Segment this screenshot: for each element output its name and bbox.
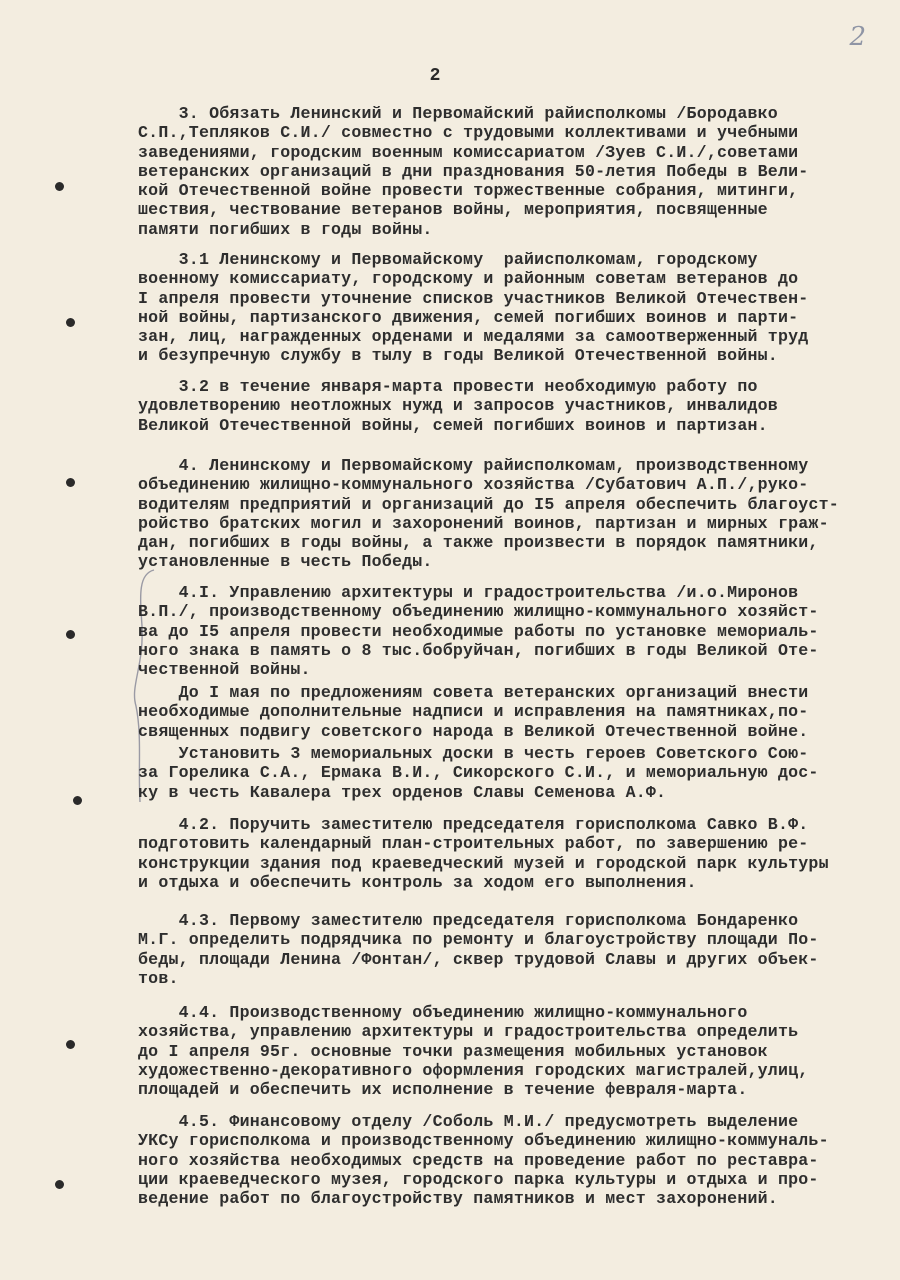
paragraph-4-3: 4.3. Первому заместителю председателя горисполкома Бондаренко М.Г. определить подрядчика по ремонту и благоустройству площади По- беды, площади Ленина /Фонтан/, сквер трудовой Славы и других объек- тов. xyxy=(138,911,819,988)
binder-hole xyxy=(73,796,82,805)
paragraph-4-1-c: Установить 3 мемориальных доски в честь героев Советского Сою- за Горелика С.А., Ермака В.И., Сикорского С.И., и мемориальную дос- ку в честь Кавалера трех орденов Славы Семенова А.Ф. xyxy=(138,744,819,802)
binder-hole xyxy=(66,478,75,487)
binder-hole xyxy=(66,630,75,639)
binder-hole xyxy=(66,1040,75,1049)
binder-hole xyxy=(55,1180,64,1189)
paragraph-3-2: 3.2 в течение января-марта провести необходимую работу по удовлетворению неотложных нужд и запросов участников, инвалидов Великой Отечественной войны, семей погибших воинов и партизан. xyxy=(138,377,778,435)
handwritten-page-number: 2 xyxy=(849,22,866,52)
paragraph-4-4: 4.4. Производственному объединению жилищно-коммунального хозяйства, управлению архитектуры и градостроительства определить до I апреля 95г. основные точки размещения мобильных установок художественно-декоративного оформления городских магистралей,улиц, площадей и обеспечить их исполнение в течение февраля-марта. xyxy=(138,1003,809,1100)
paragraph-4-1: 4.I. Управлению архитектуры и градостроительства /и.о.Миронов В.П./, производственному объединению жилищно-коммунального хозяйст- ва до I5 апреля провести необходимые работы по установке мемориаль- ного знака в память о 8 тыс.бобруйчан, погибших в годы Великой Оте- чественной войны. xyxy=(138,583,819,680)
paragraph-4: 4. Ленинскому и Первомайскому райисполкомам, производственному объединению жилищно-коммунального хозяйства /Субатович А.П./,руко- водителям предприятий и организаций до I5 апреля обеспечить благоуст- ройство братских могил и захоронений воинов, партизан и мирных граж- дан, погибших в годы войны, а также произвести в порядок памятники, установленные в честь Победы. xyxy=(138,456,839,572)
paragraph-3: 3. Обязать Ленинский и Первомайский райисполкомы /Бородавко С.П.,Тепляков С.И./ совместно с трудовыми коллективами и учебными заведениями, городским военным комиссариатом /Зуев С.И./,советами ветеранских организаций в дни празднования 50-летия Победы в Вели- кой Отечественной войне провести торжественные собрания, митинги, шествия, чествование ветеранов войны, мероприятия, посвященные памяти погибших в годы войны. xyxy=(138,104,809,239)
paragraph-3-1: 3.1 Ленинскому и Первомайскому райисполкомам, городскому военному комиссариату, городскому и районным советам ветеранов до I апреля провести уточнение списков участников Великой Отечествен- ной войны, партизанского движения, семей погибших воинов и парти- зан, лиц, награжденных орденами и медалями за самоотверженный труд и безупречную службу в тылу в годы Великой Отечественной войны. xyxy=(138,250,809,366)
binder-hole xyxy=(55,182,64,191)
paragraph-4-5: 4.5. Финансовому отделу /Соболь М.И./ предусмотреть выделение УКСу горисполкома и производственному объединению жилищно-коммуналь- ного хозяйства необходимых средств на проведение работ по реставра- ции краеведческого музея, городского парка культуры и отдыха и про- ведение работ по благоустройству памятников и мест захоронений. xyxy=(138,1112,829,1209)
page-number: 2 xyxy=(429,66,441,86)
binder-hole xyxy=(66,318,75,327)
paragraph-4-1-b: До I мая по предложениям совета ветеранских организаций внести необходимые дополнительные надписи и исправления на памятниках,по- священных подвигу советского народа в Великой Отечественной войне. xyxy=(138,683,809,741)
paragraph-4-2: 4.2. Поручить заместителю председателя горисполкома Савко В.Ф. подготовить календарный план-строительных работ, по завершению ре- конструкции здания под краеведческий музей и городской парк культуры и отдыха и обеспечить контроль за ходом его выполнения. xyxy=(138,815,829,892)
